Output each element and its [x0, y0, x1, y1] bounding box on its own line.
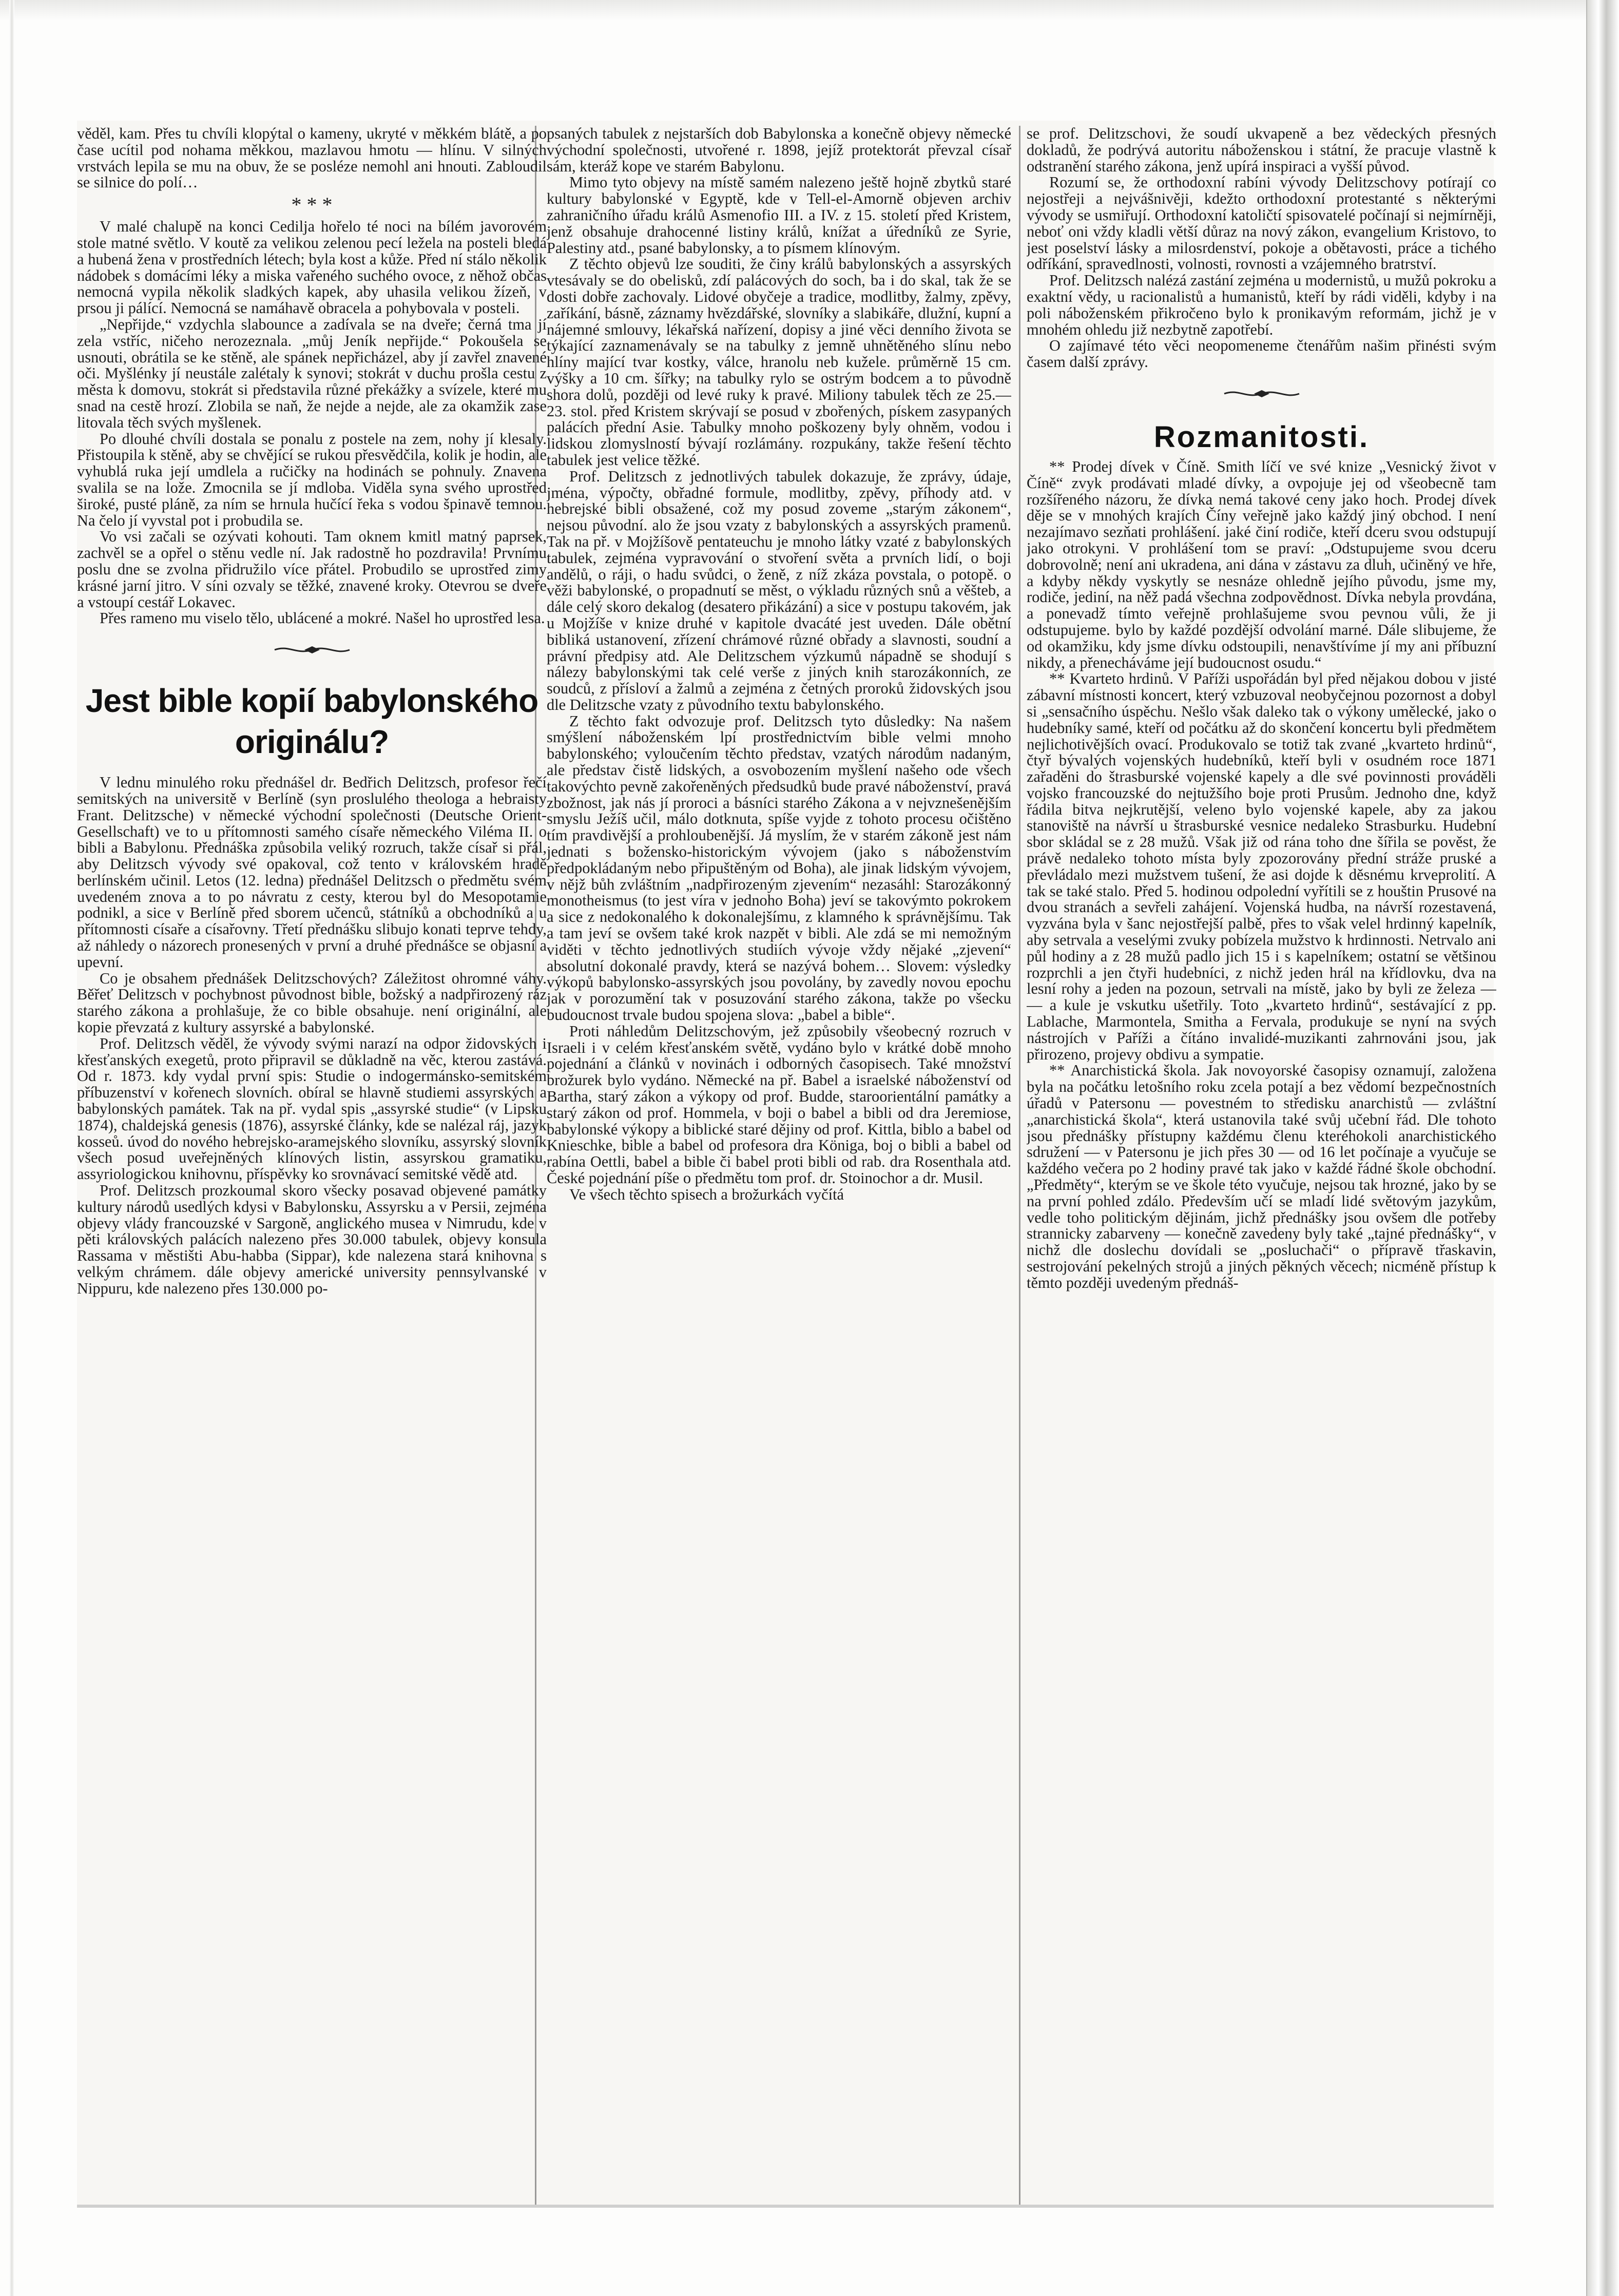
ornament-divider: [77, 627, 547, 673]
book-spine: [1586, 0, 1619, 2296]
article-paragraph: Prof. Delitzsch z jednotlivých tabulek dokazuje, že zprávy, údaje, jména, výpočty, obřadné formule, modlitby, zpěvy, příhody atd. v hebrejské bibli obsažené, což my posud zoveme „starým zákonem“, nejsou původní. alo že jsou vzaty z babylonských a assyrských pramenů. Tak na př. v Mojžíšově pentateuchu je mnoho látky vzaté z babylonských tabulek, zejména vypravování o stvoření světa a prvních lidí, o boji andělů, o ráji, o hadu svůdci, o ženě, z níž zkáza povstala, o potopě. o věži babylonské, o propadnutí se měst, o výkladu různých snů a věšteb, a dále celý skoro dekalog (desatero přikázání) a sice v postupu takovém, jak u Mojžíše v knize druhé v kapitole dvacáté jest uveden. Dále obětní bibliká ustanovení, zřízení chrámové různé obřady a slavnosti, soudní a právní předpisy atd. Ale Delitzschem výzkumů nápadně se shodují s nálezy babylonskými tak celé verše z jiných knih starozákonních, ze soudců, z přísloví a žalmů a zejména z četných proroků židovských jsou dle Delitzsche vzaty z původního textu babylonského.: [547, 467, 1011, 713]
story-paragraph: Vo vsi začali se ozývati kohouti. Tam oknem kmitl matný paprsek, zachvěl se a opřel o stěnu vedle ní. Jak radostně ho pozdravila! Prvnímu poslu dne se zvolna přidružilo více přátel. Probudilo se uprostřed zimy krásné jarní jitro. V síni ozvaly se těžké, znavené kroky. Otevrou se dveře a vstoupí cestář Lokavec.: [77, 528, 547, 611]
ornament-divider: [1027, 371, 1496, 417]
news-item: ** Anarchistická škola. Jak novoyorské časopisy oznamují, založena byla na počátku letošního roku zcela potají a bez vědomí bezpečnostních úřadů v Patersonu — povestném to středisku anarchistů — zvláštní „anarchistická škola“, která ustanovila také svůj učební řád. Dle tohoto jsou přednášky přístupny každému členu kteréhokoli anarchistického sdružení — v Patersonu je jich přes 30 — od 16 let počínaje a vyučuje se každého večera po 2 hodiny pravé tak jako v každé řádné škole obchodní. „Předměty“, kterým se ve škole této vyučuje, nejsou tak hrozné, jako by se na první pohled zdálo. Především učí se mladí lidé světovým jazykům, vedle toho politickým dějinám, jichž přednášky jsou ovšem dle potřeby strannicky zabarveny — konečně zavedeny byly také „tajné přednášky“, v nichž dle doslechu dovídali se „posluchači“ o přípravě třaskavin, sestrojování pekelných strojů a jiných pěkných věcech; nicméně přístup k těmto později uvedeným přednáš-: [1027, 1062, 1496, 1291]
article-paragraph: Proti náhledům Delitzschovým, jež způsobily všeobecný rozruch v Israeli i v celém křesťanském světě, vydáno bylo v krátké době mnoho pojednání a článků v novinách i odborných časopisech. Také množství brožurek bylo vydáno. Německé na př. Babel a israelské náboženství od Bartha, starý zákon a výkopy od prof. Budde, staroorientální památky a starý zákon od prof. Hommela, v boji o babel a bibli od dra Jeremiose, babylonské výkopy a biblické staré dějiny od prof. Kittla, biblo a babel od Knieschke, bible a babel od profesora dra Königa, boj o bibli a babel od rabína Oettli, babel a bible či babel proti bibli od rab. dra Rosenthala atd. České pojednání píše o předmětu tom prof. dr. Stoinochor a dr. Musil.: [547, 1022, 1011, 1187]
story-paragraph: V malé chalupě na konci Cedilja hořelo té noci na bílém javorovém stole matné světlo. V koutě za velikou zelenou pecí ležela na posteli bledá a hubená žena v prostředních létech; byla kost a kůže. Před ní stálo několik nádobek s domácími léky a miska vařeného suchého ovoce, z něhož občas nemocná vypila několik sladkých kapek, aby uhasila velikou žízeň, v prsou ji pálící. Nemocná se namáhavě obracela a pohybovala v posteli.: [77, 218, 547, 317]
article-paragraph: V lednu minulého roku přednášel dr. Bedřich Delitzsch, profesor řečí semitských na universitě v Berlíně (syn proslulého theologa a hebraisty Frant. Delitzsche) v německé východní společnosti (Deutsche Orient-Gesellschaft) ve to u přítomnosti samého císaře německého Viléma II. o bibli a Babylonu. Přednáška způsobila veliký rozruch, takže císař si přál, aby Delitzsch vývody své opakoval, což tento v královském hradě berlínském učinil. Letos (12. ledna) přednášel Delitzsch o předmětu svém uvedeném znova a to po návratu z cesty, kterou byl do Mesopotamie podnikl, a sice v Berlíně před sborem učenců, státníků a obchodníků a u přítomnosti císaře a císařovny. Třetí přednášku slibujo konati teprve tehdy, až náhledy o názorech pronesených v první a druhé přednášce se objasní a upevní.: [77, 774, 547, 971]
article-paragraph: O zajímavé této věci neopomeneme čtenářům našim přinésti svým časem další zprávy.: [1027, 337, 1496, 371]
article-paragraph: Ve všech těchto spisech a brožurkách vyčítá: [569, 1185, 844, 1203]
article-paragraph: Z těchto fakt odvozuje prof. Delitzsch tyto důsledky: Na našem smýšlení náboženském lpí prostřednictvím bible velmi mnoho babylonského; vyloučením těchto představ, vzatých národům nadaným, ale představ čistě lidských, a osvobozením myšlení našeho ode všech takovýchto pevně zakořeněných předsudků bude pravé náboženství, pravá zbožnost, jak nás jí proroci a básníci starého Zákona a v nejvznešenějším smyslu Ježíš učil, málo dotknuta, spíše vyjde z tohoto procesu očištěno tím pravdivější a prohloubenější. Já myslím, že v starém zákoně jest nám jednati s božensko-historickým vývojem (jako s náboženstvím předpokládaným nebo připuštěným od Boha), ale jinak lidským vývojem, v nějž bůh zvláštním „nadpřirozeným zjevením“ nezasáhl: Starozákonný monotheismus (to jest víra v jednoho Boha) jeví se takovýmto pokrokem a sice z nedokonalého k dokonalejšímu, z klamného k správnějšímu. Tak a tam jeví se ovšem také krok nazpět v bibli. Ale zdá se mi nemožným viděti v těchto jednotlivých studiích vývoje vždy nějaké „zjevení“ absolutní dokonalé pravdy, která se nazývá bohem… Slovem: výsledky výkopů babylonsko-assyrských jsou povolány, by zavedly novou epochu jak v porozumění tak v posuzování starého zákona, takže po všecku budoucnost trvale budou spojena slova: „babel a bible“.: [547, 712, 1011, 1024]
ornament-icon: [1223, 388, 1300, 400]
article-title: Jest bible kopií babylonského originálu?: [85, 682, 538, 761]
ornament-icon: [274, 644, 351, 656]
column-rule: [1019, 126, 1020, 2205]
column-right: [1027, 126, 1496, 2205]
news-item: ** Prodej dívek v Číně. Smith líčí ve své knize „Vesnický život v Číně“ zvyk prodávati mladé dívky, a ovpojuje jej od všeobecně tam rozšířeného názoru, že dívka nemá takové ceny jako hoch. Prodej dívek děje se v mnohých krajích Číny veřejně jako každý jiný obchod. I není nezajímavo sezňati prohlášení. jaké činí rodiče, kteří dceru svou odstupují jako otrokyni. V prohlášení tom se praví: „Odstupujeme svou dceru dobrovolně; není ani ukradena, ani dána v zástavu za dluh, učiněný ve hře, a kdyby někdy vyskytly se nesnáze ohledně jejího původu, jsme my, rodiče, jediní, na něž padá všechna zodpovědnost. Dívka nebyla provdána, a ponevadž tímto veřejně prohlašujeme svou pevnou vůli, že ji odstupujeme. bylo by každé pozdější odvolání marné. Dále slibujeme, že od okamžiku, kdy jsme dívku odstoupili, nenavštívíme jí my ani příbuzní nikdy, a přenecháváme její budoucnost osudu.“: [1027, 457, 1496, 671]
scan-top-edge: [0, 0, 1619, 21]
article-paragraph: se prof. Delitzschovi, že soudí ukvapeně a bez vědeckých přesných dokladů, že podrývá autoritu náboženskou i státní, že pracuje vlastně k odstranění starého zákona, jenž upírá inspiraci a vyšší původ.: [1027, 126, 1496, 175]
story-paragraph: Přes rameno mu viselo tělo, ublácené a mokré. Našel ho uprostřed lesa.: [100, 609, 545, 627]
article-paragraph: Prof. Delitzsch nalézá zastání zejména u modernistů, u mužů pokroku a exaktní vědy, u racionalistů a humanistů, kteří by rádi viděli, kdyby i na poli náboženském přikročeno bylo k pronikavým reformám, jichž je v mnohém ohledu již nezbytně zapotřebí.: [1027, 272, 1496, 338]
story-paragraph: věděl, kam. Přes tu chvíli klopýtal o kameny, ukryté v měkkém blátě, a po čase ucítil pod nohama měkkou, mazlavou hmotu — hlínu. V silných vrstvách lepila se mu na obuv, že se posléze nemohl ani hnouti. Zabloudil se silnice do polí…: [77, 126, 547, 191]
article-paragraph: psaných tabulek z nejstarších dob Babylonska a konečně objevy německé východní společnosti, utvořené r. 1898, jejíž protektorát převzal císař sám, kteráž kope ve starém Babylonu.: [547, 126, 1011, 175]
story-paragraph: Po dlouhé chvíli dostala se ponalu z postele na zem, nohy jí klesaly. Přistoupila k stěně, aby se chvějící se rukou přesvědčila, kolik je hodin, ale vyhublá ruka její umdlela a ručičky na hodinách se pohnuly. Znavena svalila se na lože. Zmocnila se jí mdloba. Viděla syna svého uprostřed široké, pusté pláně, za ním se hrnula hučící řeka s vodou špinavě temnou. Na čelo jí vyvstal pot i probudila se.: [77, 430, 547, 529]
article-paragraph: Mimo tyto objevy na místě samém nalezeno ještě hojně zbytků staré kultury babylonské v Egyptě, kde v Tell-el-Amorně objeven archiv zahraničního úřadu králů Asmenofio III. a IV. z 15. století před Kristem, jenž obsahuje drahocenné listiny králů, knížat a úředníků ze Syrie, Palestiny atd., psané babylonsky, a to písmem klínovým.: [547, 173, 1011, 257]
article-paragraph: Co je obsahem přednášek Delitzschových? Záležitost ohromné váhy. Běřeť Delitzsch v pochybnost původnost bible, božský a nadpřirozený ráz starého zákona a prohlašuje, že co bible obsahuje. není originální, ale kopie převzatá z kultury assyrské a babylonské.: [77, 969, 547, 1036]
article-paragraph: Z těchto objevů lze souditi, že činy králů babylonských a assyrských vtesávaly se do obelisků, zdí palácových do soch, ba i do skal, tak že se dosti dobře zachovaly. Lidové obyčeje a tradice, modlitby, žalmy, zpěvy, zaříkání, básně, záznamy hvězdářské, slovníky a slabikáře, dlužní, kupní a nájemné smlouvy, lékařská nařízení, dopisy a jiné věci denního života se týkající zaznamenávaly se na tabulky z jemně uhnětěného slínu nebo hlíny mající tvar kostky, válce, hranolu neb kužele. průměrně 15 cm. výšky a 10 cm. šířky; na tabulky rylo se ostrým bodcem a to původně shora dolů, později od levé ruky k pravé. Miliony tabulek těch ze 25.—23. stol. před Kristem skrývají se posud v zbořených, pískem zasypaných palácích přední Asie. Tabulky mnoho poškozeny byly ohněm, vodou i lidskou zlomyslností bývají rozlámány. rozpukány, takže řešení těchto tabulek jest velice těžké.: [547, 255, 1011, 469]
story-paragraph: „Nepřijde,“ vzdychla slabounce a zadívala se na dveře; černá tma jí zela vstříc, ničeho nerozeznala. „můj Jeník nepřijde.“ Pokoušela se usnouti, obrátila se ke stěně, ale spánek nepřicházel, aby jí zavřel znavené oči. Myšlénky jí neustále zalétaly k synovi; stokrát v duchu prošla cestu z města k domovu, stokrát si představila různé překážky a svízele, které mu snad na cestě hrozí. Zlobila se naň, že nejde a nejde, ale za okamžik zase litovala těch svých myšlenek.: [77, 315, 547, 431]
print-bottom-edge: [77, 2205, 1494, 2208]
section-break-stars: * * *: [291, 193, 333, 217]
page-crease: [9, 0, 14, 2296]
article-paragraph: Prof. Delitzsch věděl, že vývody svými narazí na odpor židovských i křesťanských exegetů, proto připravil se důkladně na věc, kterou zastává. Od r. 1873. kdy vydal první spis: Studie o indogermánsko-semitském příbuzenství v kořenech slovních. obíral se hlavně studiemi assyrských a babylonských památek. Tak na př. vydal spis „assyrské studie“ (v Lipsku 1874), chaldejská genesis (1876), assyrské články, kde se nalézal ráj, jazyk kosseů. úvod do nového hebrejsko-aramejského slovníku, assyrský slovník všech posud uveřejněných klínových listin, assyrskou gramatiku, assyriologickou knihovnu, příspěvky ko srovnávací semitské vědě atd.: [77, 1034, 547, 1183]
news-item: ** Kvarteto hrdinů. V Paříži uspořádán byl před nějakou dobou v jisté zábavní místnosti koncert, který vzbuzoval neobyčejnou pozornost a dobyl si „sensačního úspěchu. Nešlo však daleko tak o výkony umělecké, jako o hudebníky samé, kteří od počátku až do skončení koncertu byli předmětem nejlichotivějších ovací. Produkovalo se totiž tak zvané „kvarteto hrdinů“, čtyř bývalých vojenských hudebníků, kteří byli v osudném roce 1871 zařaděni do štrasburské vojenské kapely a dle své povinnosti prováděli vojsko francouzské do nejtužšího boje proti Prusům. Jednoho dne, když řádila bitva nejkrutější, veleno bylo vojenské kapele, aby za jakou stanoviště na návrší u štrasburské vesnice nedaleko Strasburku. Hudební sbor skládal se z 28 mužů. Však již od rána toho dne šířila se pověst, že právě nedaleko tohoto místa byly zpozorovány přední stráže pruské a převládalo mezi mužstvem tušení, že asi dojde k děsnému krveprolití. A tak se také stalo. Před 5. hodinou odpolední vyřítili se z houštin Prusové na dvou stranách a sevřeli zahájení. Vojenská hudba, na návrší rozestavená, vyzvána byla v šanc nejostřejší palbě, přes to však velel hrdinný kapelník, aby setrvala a veselými zvuky pobízela mužstvo k hrdinnosti. Netrvalo ani půl hodiny a z 28 mužů padlo jich 15 i s kapelníkem; ostatní se většinou rozprchli a jen čtyři hudebníci, z nichž jeden hrál na křídlovku, dva na lesní rohy a jeden na pozoun, setrvali na místě, jako by byli ze železa — — a kule je vskutku ušetřily. Toto „kvarteto hrdinů“, sestávající z pp. Lablache, Marmontela, Smitha a Fervala, produkuje se nyní na svých nástrojích v Paříži a čítáno invalidé-muzikanti zahrnováni jsou, jak přirozeno, projevy obdivu a sympatie.: [1027, 670, 1496, 1063]
section-title: Rozmanitosti.: [1153, 420, 1370, 454]
column-middle: [547, 126, 1011, 2205]
article-paragraph: Rozumí se, že orthodoxní rabíni vývody Delitzschovy potírají co nejostřeji a nejvášnivěji, kdežto orthodoxní protestanté s některými vývody se usmiřují. Orthodoxní katoličtí spisovatelé počínají si nejmírněji, neboť oni vždy kladli větší důraz na nový zákon, evangelium Kristovo, to jest poselství lásky a milosrdenství, pokoje a obětavosti, práce a tichého odříkání, spravedlnosti, volnosti, rovnosti a vzájemného bratrství.: [1027, 173, 1496, 273]
column-left: [77, 126, 547, 2205]
article-paragraph: Prof. Delitzsch prozkoumal skoro všecky posavad objevené památky kultury národů usedlých kdysi v Babylonsku, Assyrsku a v Persii, zejména objevy vlády francouzské v Sargoně, anglického musea v Nimrudu, kde v pěti královských palácích nalezeno přes 30.000 tabulek, objevy konsula Rassama v městišti Abu-habba (Sippar), kde nalezena stará knihovna s velkým chrámem. dále objevy americké university pennsylvanské v Nippuru, kde nalezeno přes 130.000 po-: [77, 1182, 547, 1297]
